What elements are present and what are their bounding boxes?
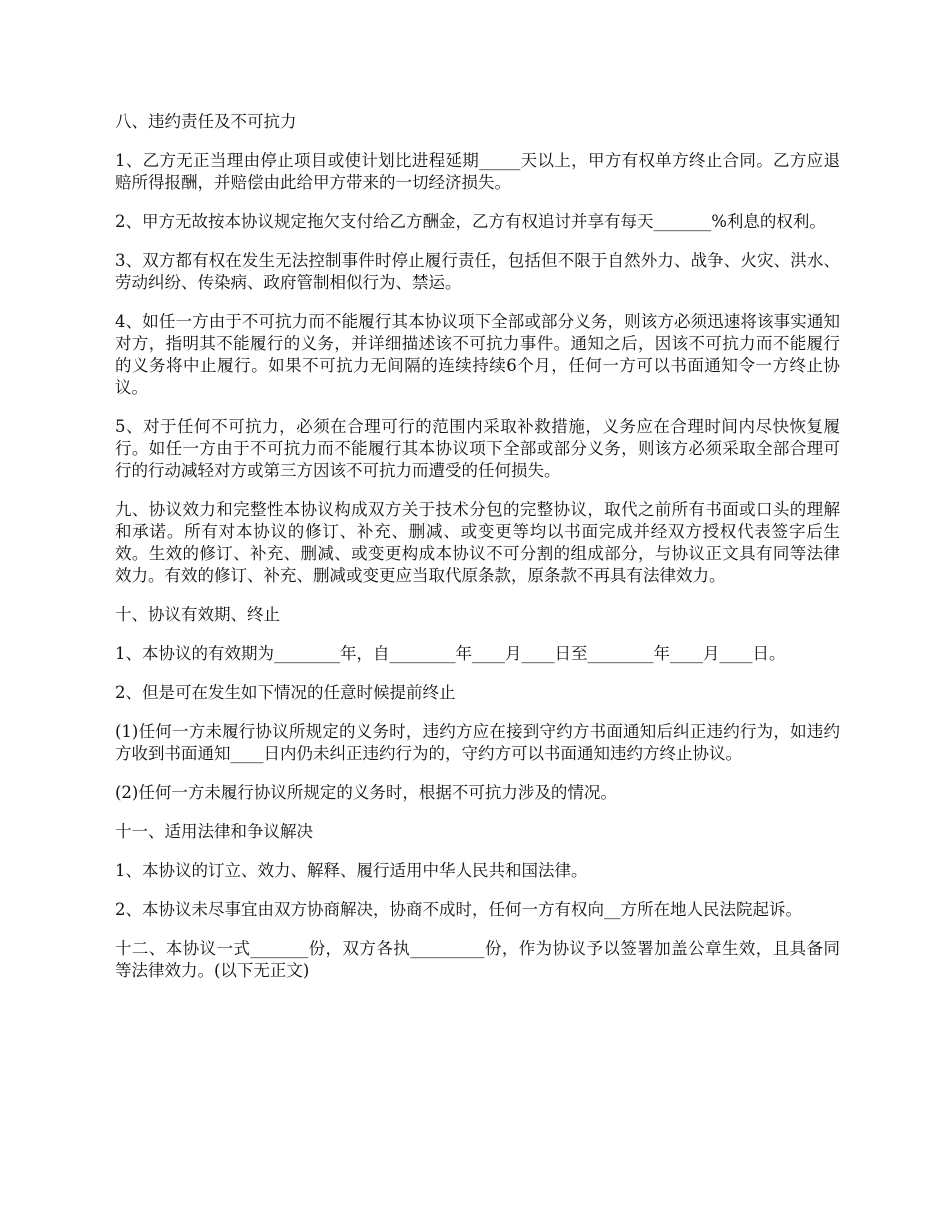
section-10-item-2: (2)任何一方未履行协议所规定的义务时，根据不可抗力涉及的情况。 [115,783,617,802]
document-body [115,111,840,999]
section-11-clause-2: 2、本协议未尽事宜由双方协商解决，协商不成时，任何一方有权向__方所在地人民法院起诉。 [115,900,802,919]
section-10-clause-1: 1、本协议的有效期为________年，自________年____月____日至________年____月____日。 [115,644,786,663]
section-12-paragraph: 十二、本协议一式_______份，双方各执_________份，作为协议予以签署加盖公章生效，且具备同等法律效力。(以下无正文) [115,939,840,980]
section-10-heading: 十、协议有效期、终止 [115,605,280,624]
section-8-clause-3: 3、双方都有权在发生无法控制事件时停止履行责任，包括但不限于自然外力、战争、火灾、洪水、劳动纠纷、传染病、政府管制相似行为、禁运。 [115,251,840,292]
section-8-clause-1: 1、乙方无正当理由停止项目或使计划比进程延期_____天以上，甲方有权单方终止合同。乙方应退赔所得报酬，并赔偿由此给甲方带来的一切经济损失。 [115,151,840,192]
section-8-heading: 八、违约责任及不可抗力 [115,112,297,131]
section-8-clause-2: 2、甲方无故按本协议规定拖欠支付给乙方酬金，乙方有权追讨并享有每天_______%利息的权利。 [115,212,826,231]
section-10-clause-2: 2、但是可在发生如下情况的任意时候提前终止 [115,683,456,702]
section-11-heading: 十一、适用法律和争议解决 [115,822,313,841]
section-8-clause-5: 5、对于任何不可抗力，必须在合理可行的范围内采取补救措施，义务应在合理时间内尽快恢复履行。如任一方由于不可抗力而不能履行其本协议项下全部或部分义务，则该方必须采取全部合理可行的行动减轻对方或第三方因该不可抗力而遭受的任何损失。 [115,417,840,480]
section-10-item-1: (1)任何一方未履行协议所规定的义务时，违约方应在接到守约方书面通知后纠正违约行为，如违约方收到书面通知____日内仍未纠正违约行为的，守约方可以书面通知违约方终止协议。 [115,722,840,763]
section-9-paragraph: 九、协议效力和完整性本协议构成双方关于技术分包的完整协议，取代之前所有书面或口头的理解和承诺。所有对本协议的修订、补充、删减、或变更等均以书面完成并经双方授权代表签字后生效。生效的修订、补充、删减、或变更构成本协议不可分割的组成部分，与协议正文具有同等法律效力。有效的修订、补充、删减或变更应当取代原条款，原条款不再具有法律效力。 [115,500,840,585]
section-11-clause-1: 1、本协议的订立、效力、解释、履行适用中华人民共和国法律。 [115,861,588,880]
section-8-clause-4: 4、如任一方由于不可抗力而不能履行其本协议项下全部或部分义务，则该方必须迅速将该事实通知对方，指明其不能履行的义务，并详细描述该不可抗力事件。通知之后，因该不可抗力而不能履行的义务将中止履行。如果不可抗力无间隔的连续持续6个月，任何一方可以书面通知令一方终止协议。 [115,312,840,397]
